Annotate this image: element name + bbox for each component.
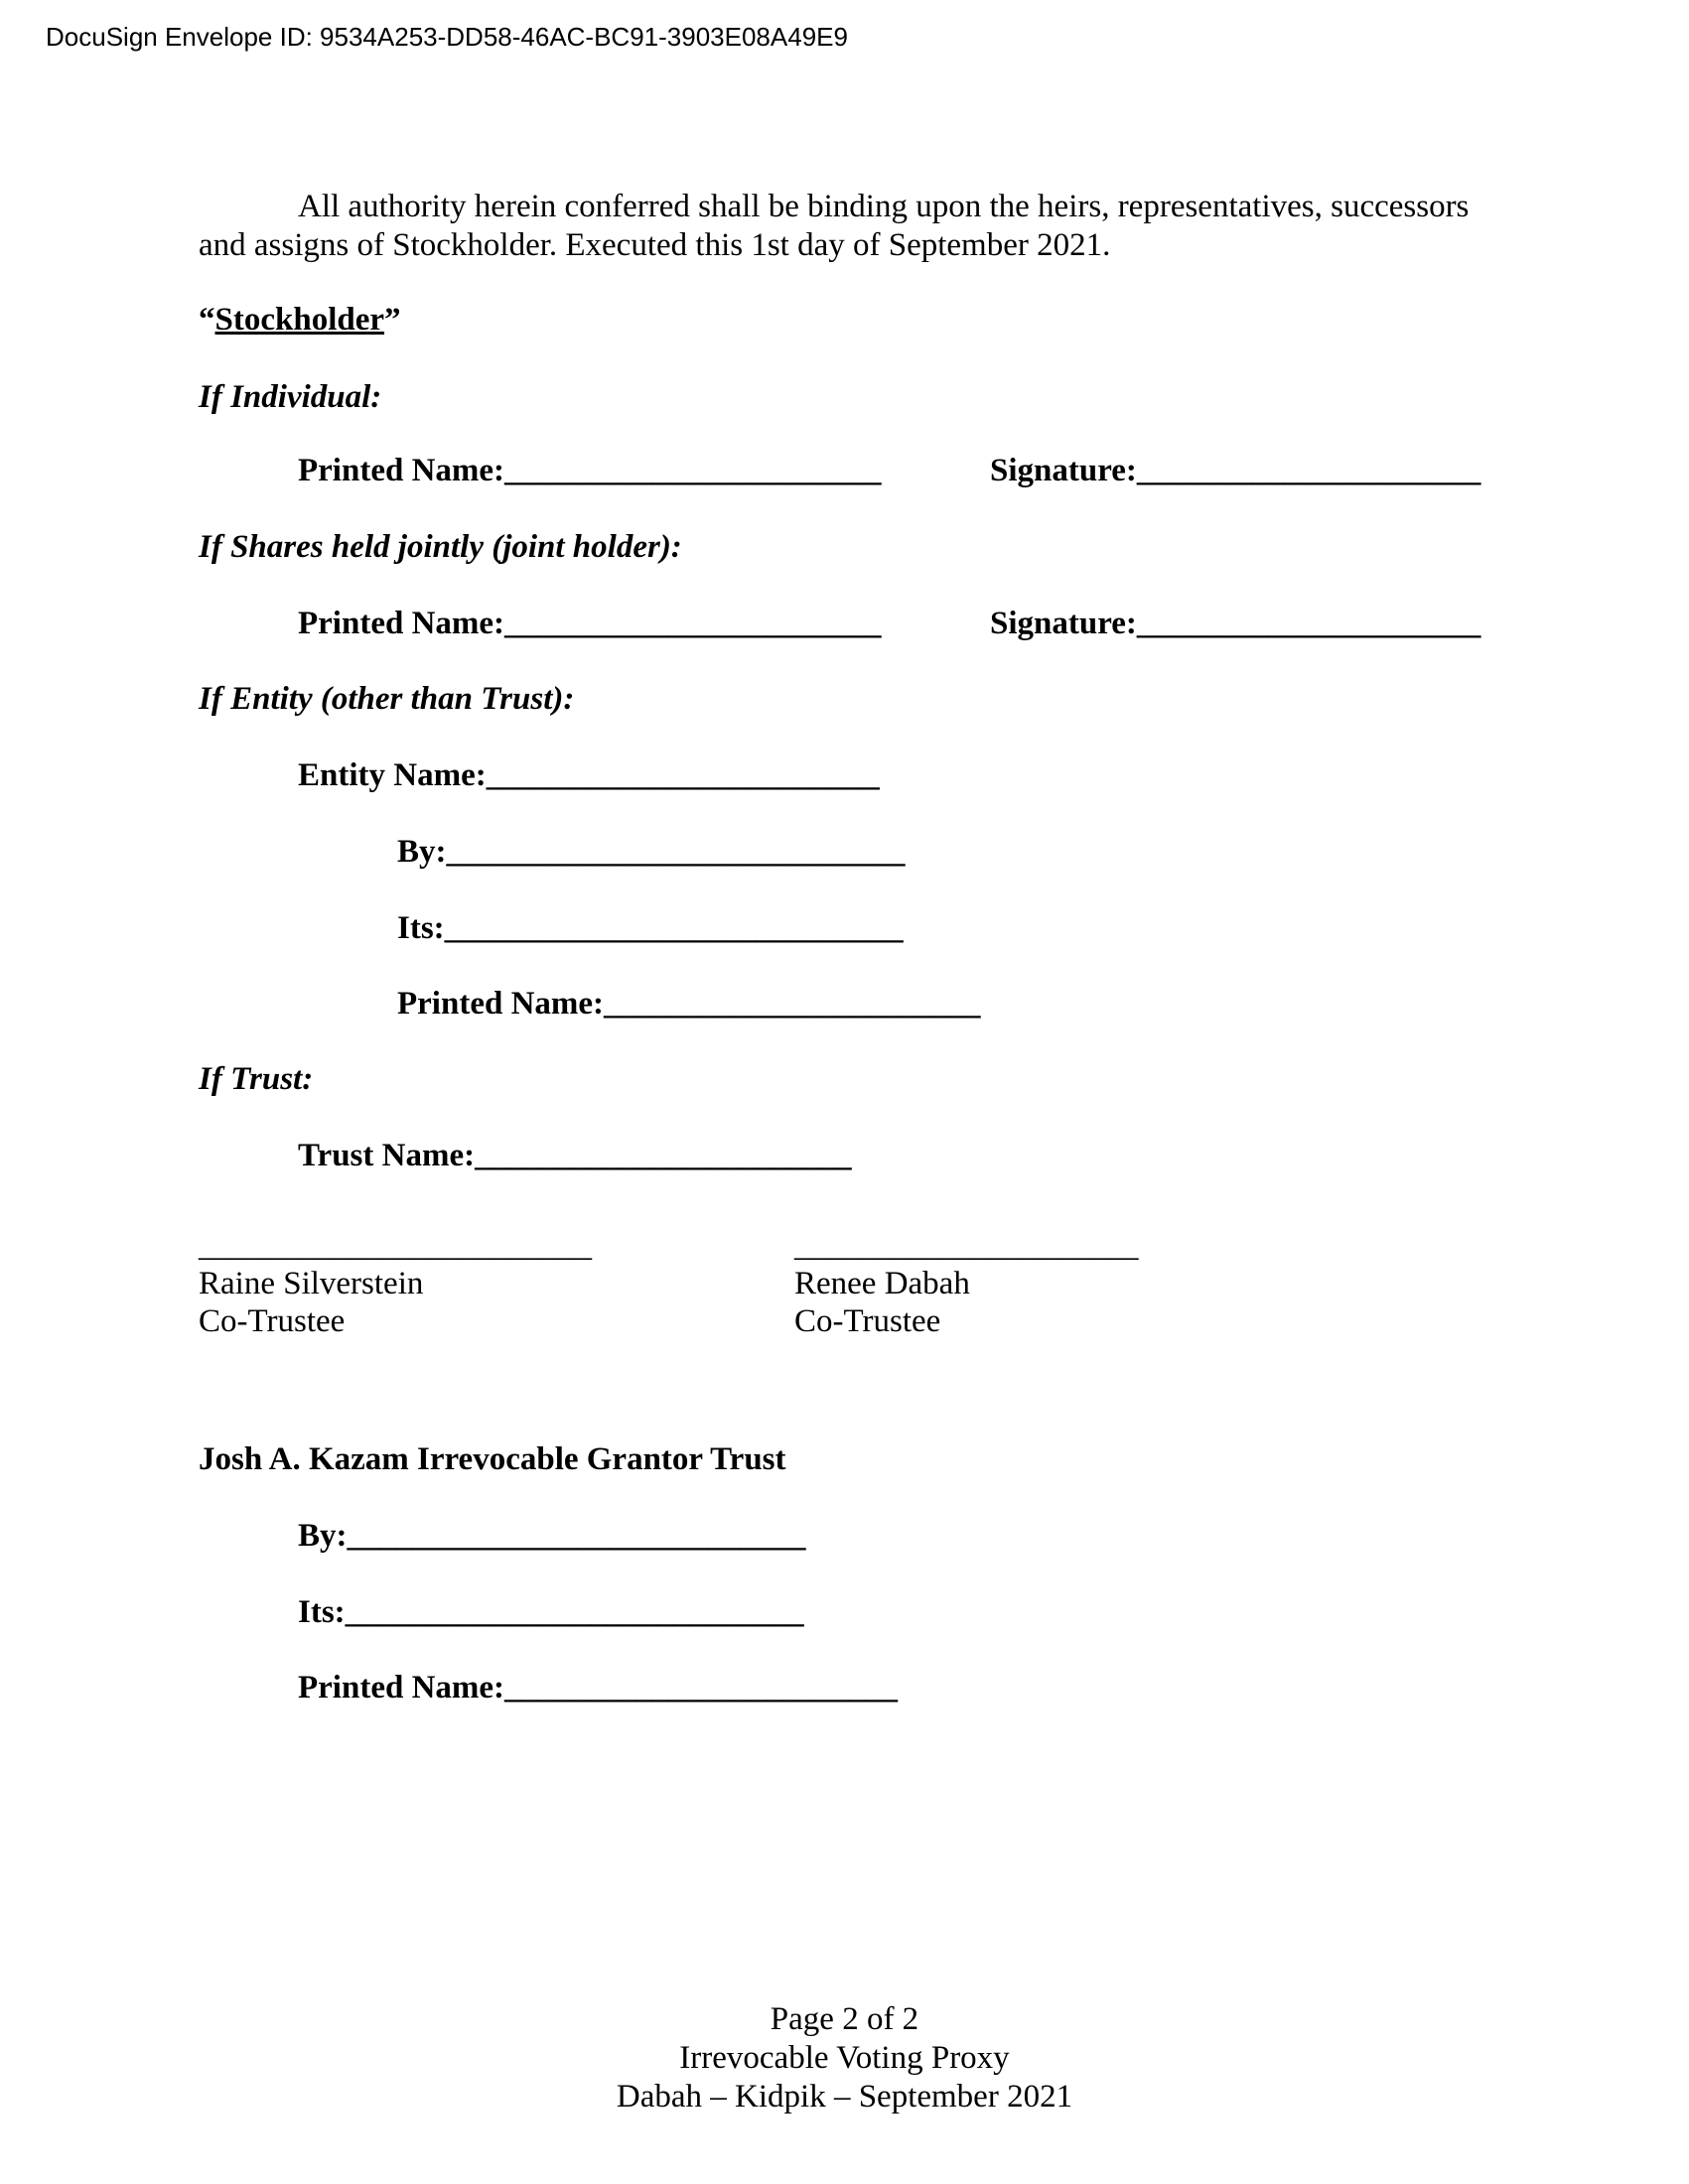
printed-name-label: Printed Name: [298,606,505,641]
docusign-envelope-id: DocuSign Envelope ID: 9534A253-DD58-46AC-BC91-3903E08A49E9 [46,22,848,52]
individual-printed-name-row [298,452,882,490]
trustee-name: Raine Silverstein [199,1266,424,1301]
joint-signature-row [990,605,1480,643]
entity-name-label: Entity Name: [298,757,487,793]
entity-by-blank[interactable]: ____________________________ [446,834,906,870]
entity-name-row [298,756,880,795]
grantor-its-row [298,1593,804,1632]
trust-name-label: Trust Name: [298,1138,476,1173]
stockholder-heading [199,301,401,340]
trustee-signature-blank[interactable]: _____________________ [794,1228,1139,1264]
by-label: By: [397,834,447,870]
entity-by-row [397,833,906,872]
trustee-block [199,1227,592,1340]
grantor-by-row [298,1517,806,1556]
trust-name-row [298,1137,852,1175]
intro-paragraph: All authority herein conferred shall be binding upon the heirs, representatives, successors and assigns of Stockholder. Executed this 1st day of September 2021. [199,189,1470,263]
grantor-printed-name-row [298,1669,898,1707]
entity-its-blank[interactable]: ____________________________ [444,910,904,946]
footer-page-number: Page 2 of 2 [770,2001,919,2037]
close-quote: ” [384,302,401,338]
joint-printed-name-blank[interactable]: _______________________ [504,606,882,641]
entity-printed-name-blank[interactable]: _______________________ [604,986,981,1022]
printed-name-label: Printed Name: [397,986,605,1022]
grantor-trust-heading: Josh A. Kazam Irrevocable Grantor Trust [199,1441,786,1477]
trustee-title: Co-Trustee [199,1303,346,1339]
grantor-its-blank[interactable]: ____________________________ [345,1594,804,1630]
page-footer [0,2000,1689,2116]
section-heading-joint: If Shares held jointly (joint holder): [199,529,682,565]
signature-label: Signature: [990,606,1137,641]
printed-name-label: Printed Name: [298,453,505,488]
section-heading-individual: If Individual: [199,379,382,415]
individual-signature-blank[interactable]: _____________________ [1136,453,1481,488]
footer-document-title: Irrevocable Voting Proxy [679,2040,1010,2076]
joint-signature-blank[interactable]: _____________________ [1136,606,1481,641]
trustee-signature-blank[interactable]: ________________________ [199,1228,592,1264]
entity-its-row [397,909,904,948]
trust-name-blank[interactable]: _______________________ [475,1138,852,1173]
printed-name-label: Printed Name: [298,1670,505,1706]
individual-printed-name-blank[interactable]: _______________________ [504,453,882,488]
footer-document-reference: Dabah – Kidpik – September 2021 [616,2079,1073,2115]
section-heading-entity: If Entity (other than Trust): [199,681,575,717]
entity-printed-name-row [397,985,981,1024]
its-label: Its: [298,1594,346,1630]
trustee-name: Renee Dabah [794,1266,970,1301]
open-quote: “ [199,302,215,338]
section-heading-trust: If Trust: [199,1061,314,1097]
entity-name-blank[interactable]: ________________________ [486,757,880,793]
trustee-block [794,1227,1139,1340]
by-label: By: [298,1518,348,1554]
grantor-by-blank[interactable]: ____________________________ [347,1518,806,1554]
signature-label: Signature: [990,453,1137,488]
grantor-printed-name-blank[interactable]: ________________________ [504,1670,899,1706]
its-label: Its: [397,910,445,946]
trustee-title: Co-Trustee [794,1303,941,1339]
stockholder-heading-word: Stockholder [214,302,385,338]
individual-signature-row [990,452,1480,490]
joint-printed-name-row [298,605,882,643]
